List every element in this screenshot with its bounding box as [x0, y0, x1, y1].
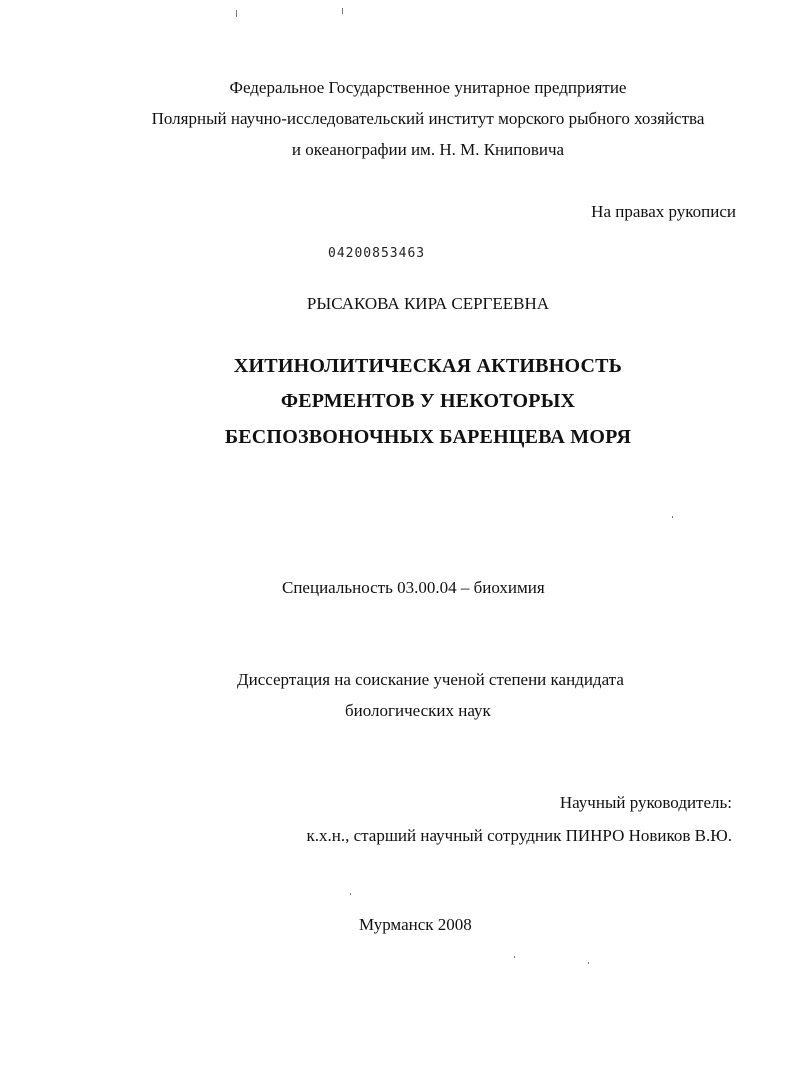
degree-line-2: биологических наук [345, 701, 491, 720]
manuscript-note: На правах рукописи [591, 202, 736, 221]
registration-number: 04200853463 [328, 246, 426, 261]
author-name: РЫСАКОВА КИРА СЕРГЕЕВНА [306, 294, 550, 313]
specialty: Специальность 03.00.04 – биохимия [282, 578, 545, 597]
title-line-1: ХИТИНОЛИТИЧЕСКАЯ АКТИВНОСТЬ [233, 355, 623, 377]
institution-line-2: Полярный научно-исследовательский институт морского рыбного хозяйства [151, 109, 705, 128]
title-line-2: ФЕРМЕНТОВ У НЕКОТОРЫХ [280, 390, 576, 412]
supervisor-label: Научный руководитель: [559, 793, 732, 812]
scan-speck [672, 516, 673, 518]
scan-speck [350, 893, 351, 895]
supervisor-name: к.х.н., старший научный сотрудник ПИНРО Новиков В.Ю. [306, 826, 732, 845]
scan-speck [514, 956, 515, 958]
scan-speck [236, 10, 237, 17]
place-year: Мурманск 2008 [359, 915, 472, 934]
degree-line-1: Диссертация на соискание ученой степени кандидата [237, 670, 624, 689]
scan-speck [342, 8, 343, 14]
institution-line-3: и океанографии им. Н. М. Книповича [291, 140, 565, 159]
title-line-3: БЕСПОЗВОНОЧНЫХ БАРЕНЦЕВА МОРЯ [224, 426, 632, 448]
institution-line-1: Федеральное Государственное унитарное предприятие [229, 78, 627, 97]
scan-speck [588, 962, 589, 964]
